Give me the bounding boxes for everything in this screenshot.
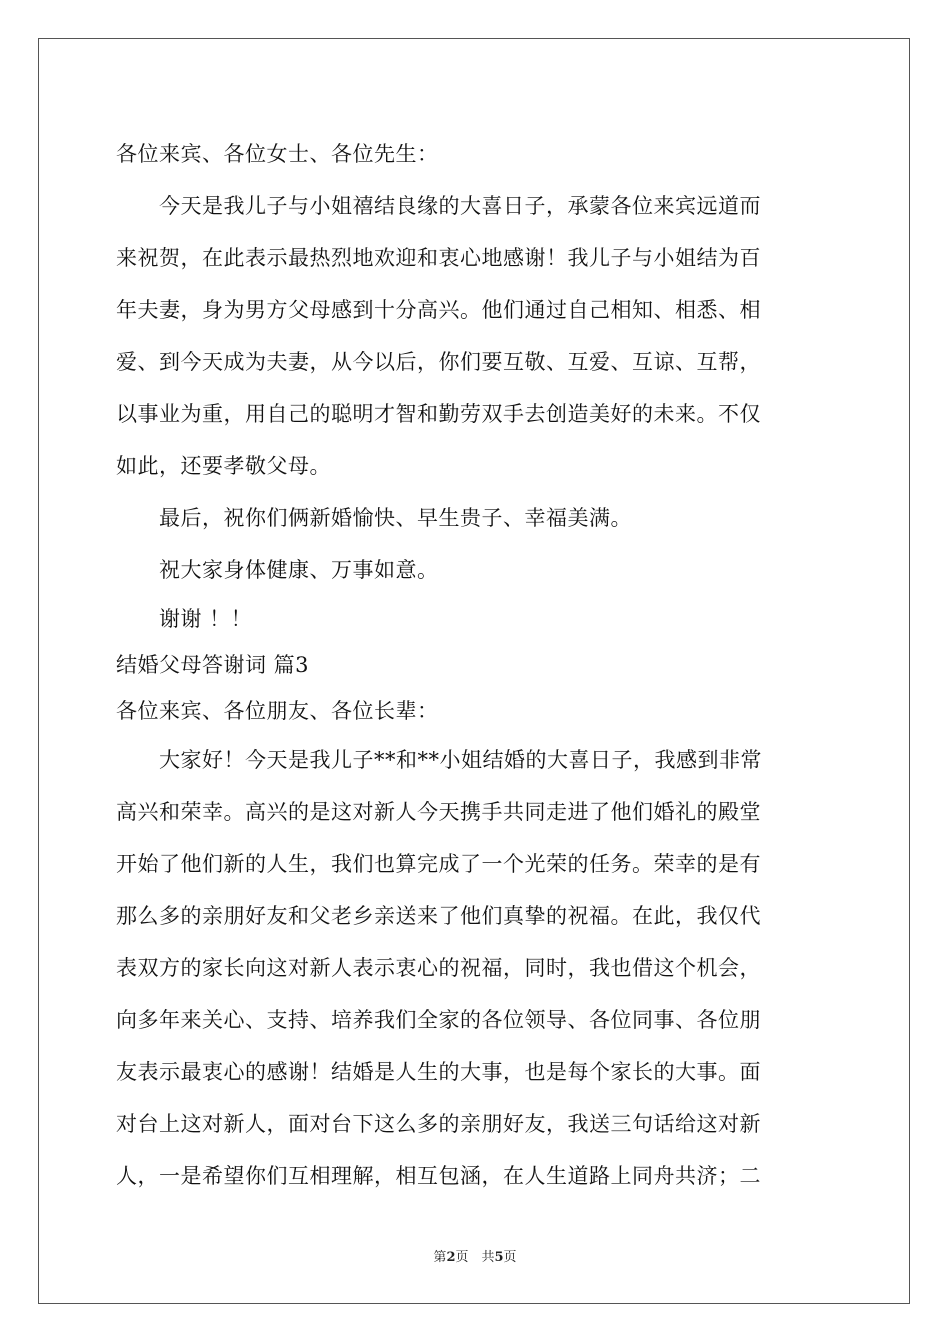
text-line: 各位来宾、各位朋友、各位长辈： — [116, 699, 439, 723]
text-line: 爱、到今天成为夫妻，从今以后，你们要互敬、互爱、互谅、互帮， — [116, 350, 761, 374]
text-line: 向多年来关心、支持、培养我们全家的各位领导、各位同事、各位朋 — [116, 1008, 761, 1032]
text-line: 各位来宾、各位女士、各位先生： — [116, 142, 439, 166]
page-total: 5 — [494, 1250, 504, 1265]
page-mid: 页 共 — [455, 1250, 495, 1265]
text-line: 以事业为重，用自己的聪明才智和勤劳双手去创造美好的未来。不仅 — [116, 402, 761, 426]
section-heading: 结婚父母答谢词 篇3 — [116, 653, 310, 677]
text-line: 今天是我儿子与小姐禧结良缘的大喜日子，承蒙各位来宾远道而 — [116, 194, 761, 218]
text-line: 对台上这对新人，面对台下这么多的亲朋好友，我送三句话给这对新 — [116, 1112, 761, 1136]
page-suffix: 页 — [503, 1250, 517, 1265]
text-line: 表双方的家长向这对新人表示衷心的祝福，同时，我也借这个机会， — [116, 956, 761, 980]
text-line: 来祝贺，在此表示最热烈地欢迎和衷心地感谢！我儿子与小姐结为百 — [116, 246, 761, 270]
document-body — [116, 128, 840, 1202]
page-prefix: 第 — [433, 1250, 447, 1265]
text-line: 谢谢 ！！ — [116, 607, 253, 631]
page-footer — [0, 1246, 950, 1265]
text-line: 祝大家身体健康、万事如意。 — [116, 558, 439, 582]
text-line: 最后，祝你们俩新婚愉快、早生贵子、幸福美满。 — [116, 506, 632, 530]
page-current: 2 — [446, 1250, 456, 1265]
text-line: 人，一是希望你们互相理解，相互包涵，在人生道路上同舟共济；二 — [116, 1164, 761, 1188]
text-line: 高兴和荣幸。高兴的是这对新人今天携手共同走进了他们婚礼的殿堂 — [116, 800, 761, 824]
text-line: 大家好！今天是我儿子**和**小姐结婚的大喜日子，我感到非常 — [116, 748, 762, 772]
text-line: 那么多的亲朋好友和父老乡亲送来了他们真挚的祝福。在此，我仅代 — [116, 904, 761, 928]
text-line: 友表示最衷心的感谢！结婚是人生的大事，也是每个家长的大事。面 — [116, 1060, 761, 1084]
text-line: 年夫妻，身为男方父母感到十分高兴。他们通过自己相知、相悉、相 — [116, 298, 761, 322]
text-line: 开始了他们新的人生，我们也算完成了一个光荣的任务。荣幸的是有 — [116, 852, 761, 876]
text-line: 如此，还要孝敬父母。 — [116, 454, 331, 478]
